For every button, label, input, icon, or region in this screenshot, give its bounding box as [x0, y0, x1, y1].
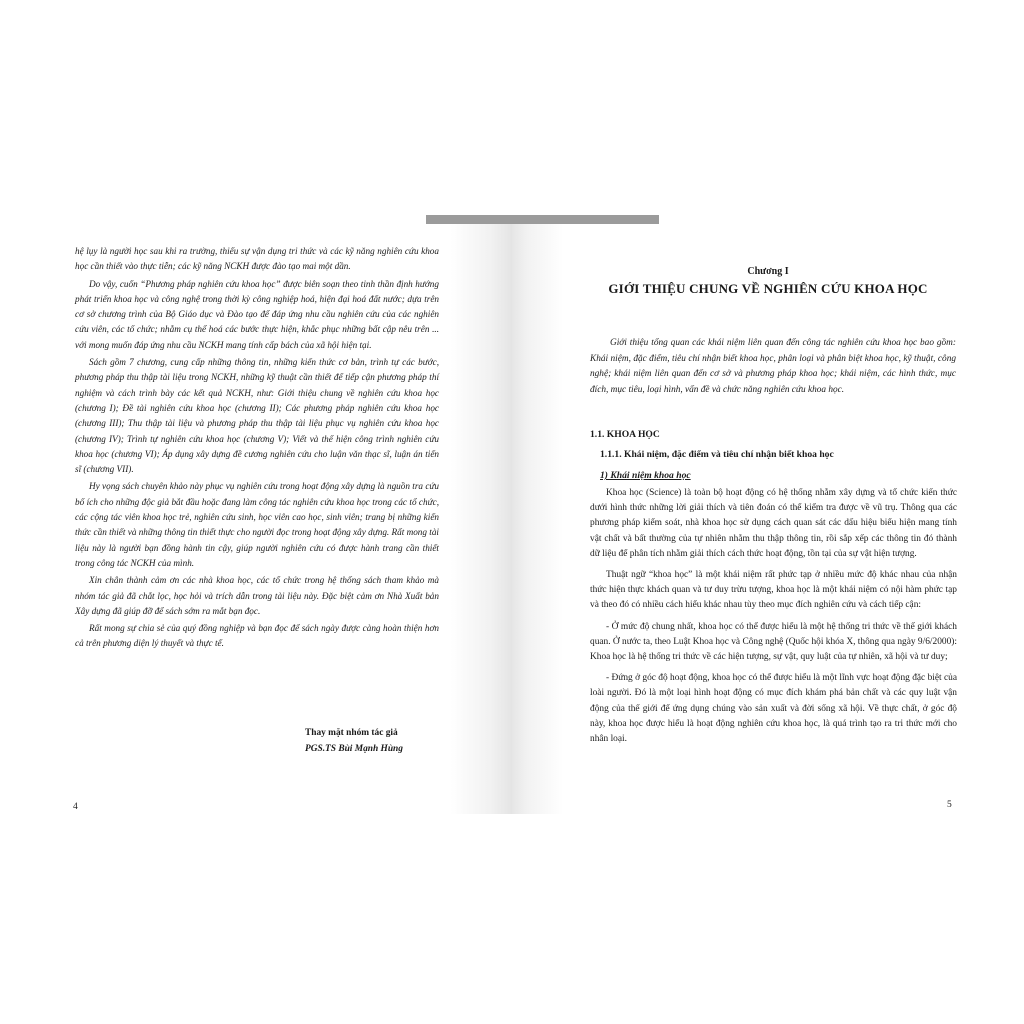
body-paragraph: Khoa học (Science) là toàn bộ hoạt động có hệ thống nhằm xây dựng và tổ chức kiến thức dưới hình thức những lời giải thích và tiên đoán có thể kiểm tra được về vũ trụ. Thông qua các phương pháp kiểm soát, nhà khoa học sử dụng cách quan sát các dấu hiệu biểu hiện mang tính vật chất và bất thường của tự nhiên nhằm thu thập thông tin, rồi sắp xếp các thông tin đó thành dữ liệu để phân tích nhằm giải thích cách thức hoạt động, tồn tại của sự vật hiện tượng. — [590, 488, 957, 559]
left-page — [0, 224, 512, 814]
preface-paragraph: hệ lụy là người học sau khi ra trường, thiếu sự vận dụng tri thức và các kỹ năng nghiên cứu khoa học cần thiết vào thực tiễn; các kỹ năng NCKH được đào tạo mai một dần. — [75, 246, 439, 272]
bookmark-ribbon — [426, 215, 659, 224]
preface-paragraph: Hy vọng sách chuyên khảo này phục vụ nghiên cứu trong hoạt động xây dựng là nguồn tra cứu bổ ích cho những độc giả bắt đầu hoặc đang làm công tác nghiên cứu khoa học trong các tổ chức, các cộng tác viên khoa học trẻ, nghiên cứu sinh, học viên cao học, sinh viên; trang bị những kiến thức cần thiết và những thông tin thiết thực cho người đọc trong hoạt động xây dựng. Rất mong tài liệu này là người bạn đồng hành tin cậy, giúp người nghiên cứu có được hành trang cần thiết trong công tác NCKH của mình. — [75, 481, 439, 568]
preface-paragraph: Rất mong sự chia sẻ của quý đồng nghiệp và bạn đọc để sách ngày được càng hoàn thiện hơn cả trên phương diện lý thuyết và thực tế. — [75, 623, 439, 649]
signature-block — [305, 725, 403, 757]
body-paragraph: Thuật ngữ “khoa học” là một khái niệm rất phức tạp ở nhiều mức độ khác nhau của nhận thức hiện thực khách quan và tư duy trừu tượng, khoa học là một khái niệm có nội hàm phức tạp và theo đó có nhiều cách hiểu khác nhau tùy theo mục đích nghiên cứu và cách tiếp cận: — [590, 570, 957, 611]
chapter-intro: Giới thiệu tổng quan các khái niệm liên quan đến công tác nghiên cứu khoa học bao gồm: Khái niệm, đặc điểm, tiêu chí nhận biết khoa học, phân loại và phân biệt khoa học, kỹ thuật, công nghệ; khái niệm liên quan đến cơ sở và phương pháp khoa học; khái niệm, các hình thức, mục đích, mục tiêu, loại hình, vấn đề và chức năng nghiên cứu khoa học. — [590, 338, 956, 395]
body-paragraph: - Ở mức độ chung nhất, khoa học có thể được hiểu là một hệ thống tri thức về thế giới khách quan. Ở nước ta, theo Luật Khoa học và Công nghệ (Quốc hội khóa X, thông qua ngày 9/6/2000): Khoa học là hệ thống tri thức về các hiện tượng, sự vật, quy luật của tự nhiên, xã hội và tư duy; — [590, 621, 957, 663]
subsection-heading: 1.1.1. Khái niệm, đặc điểm và tiêu chí nhận biết khoa học — [600, 449, 834, 460]
preface-paragraph: Do vậy, cuốn “Phương pháp nghiên cứu khoa học” được biên soạn theo tinh thần định hướng phát triển khoa học và công nghệ trong thời kỳ công nghiệp hoá, hiện đại hoá đất nước; dựa trên cơ sở chương trình của Bộ Giáo dục và Đào tạo để đáp ứng nhu cầu nghiên cứu của các nghiên cứu viên, các tổ chức; nhằm cụ thể hoá các bước thực hiện, khắc phục những bất cập nêu trên ... với mong muốn đáp ứng nhu cầu NCKH mang tính cấp bách của xã hội hiện tại. — [75, 278, 439, 350]
section-heading: 1.1. KHOA HỌC — [590, 429, 660, 440]
page-number-right: 5 — [947, 800, 952, 810]
preface-paragraph: Xin chân thành cảm ơn các nhà khoa học, các tổ chức trong hệ thống sách tham khảo mà nhóm tác giả đã chắt lọc, học hỏi và trích dẫn trong tài liệu này. Đặc biệt cảm ơn Nhà Xuất bản Xây dựng đã giúp đỡ để sách sớm ra mắt bạn đọc. — [75, 575, 439, 616]
signature-line: Thay mặt nhóm tác giả — [305, 728, 398, 738]
chapter-body — [590, 486, 957, 753]
preface-text — [75, 244, 439, 654]
chapter-label: Chương I — [747, 266, 789, 277]
chapter-title: GIỚI THIỆU CHUNG VỀ NGHIÊN CỨU KHOA HỌC — [608, 281, 928, 296]
preface-paragraph: Sách gồm 7 chương, cung cấp những thông tin, những kiến thức cơ bản, trình tự các bước, phương pháp thu thập tài liệu trong NCKH, những kỹ thuật cần thiết để tiếp cận phương pháp thí nghiệm và cách trình bày các kết quả NCKH, như: Giới thiệu chung về nghiên cứu khoa học (chương I); Đề tài nghiên cứu khoa học (chương II); Các phương pháp nghiên cứu khoa học (chương III); Thu thập tài liệu và phương pháp thu thập tài liệu phục vụ nghiên cứu khoa học (chương IV); Trình tự nghiên cứu khoa học (chương V); Viết và thể hiện công trình nghiên cứu khoa học (chương VI); Áp dụng xây dựng đề cương nghiên cứu cho luận văn thạc sĩ, luận án tiến sĩ (chương VII). — [75, 357, 439, 475]
page-number-left: 4 — [73, 802, 78, 812]
subsubsection-heading: 1) Khái niệm khoa học — [600, 470, 691, 481]
signature-name: PGS.TS Bùi Mạnh Hùng — [305, 744, 403, 754]
body-paragraph: - Đứng ở góc độ hoạt động, khoa học có thể được hiểu là một lĩnh vực hoạt động đặc biệt của loài người. Đó là một loại hình hoạt động có mục đích khám phá bản chất và các quy luật vận động của thế giới để ứng dụng chúng vào sản xuất và đời sống xã hội. Về thực chất, ở góc độ này, khoa học được hiểu là hoạt động nghiên cứu khoa học, là quá trình tạo ra tri thức mới cho nhân loại. — [590, 673, 957, 745]
